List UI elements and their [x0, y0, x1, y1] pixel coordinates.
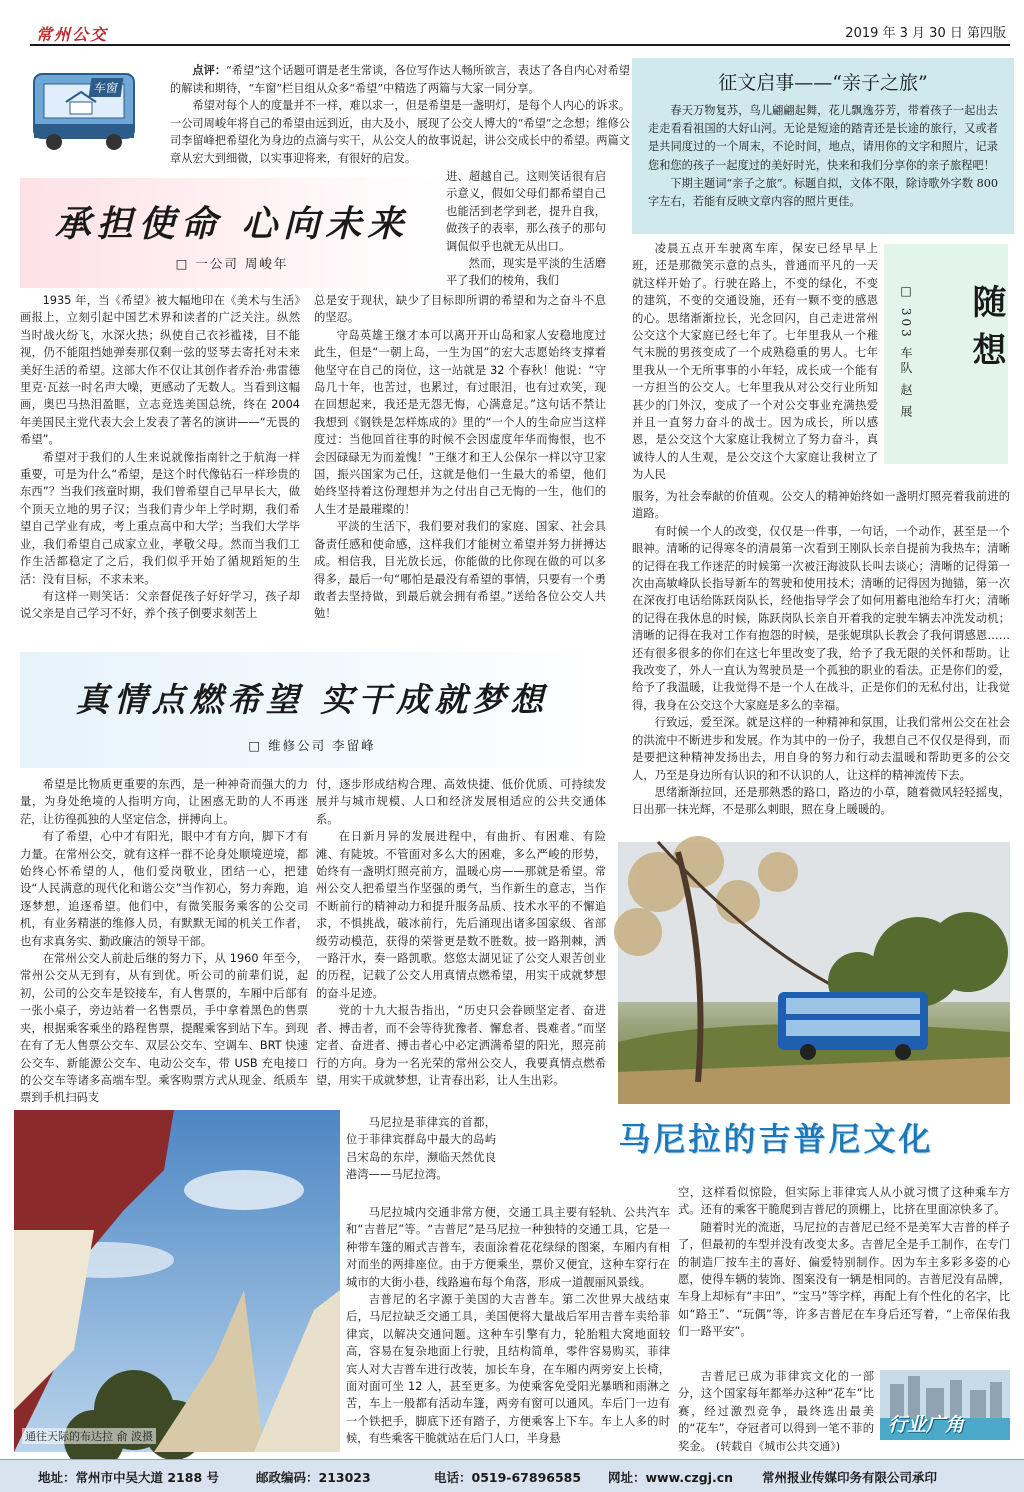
- article1-paragraph: 有这样一则笑话：父亲督促孩子好好学习，孩子却说父亲是自己学习不好，养个孩子倒要求刻苦上: [20, 589, 300, 621]
- commentary-text: [170, 62, 630, 168]
- manila-title: 马尼拉的吉普尼文化: [618, 1120, 934, 1158]
- suixiang-paragraph: 凌晨五点开车驶离车库，保安已经早早上班，还是那微笑示意的点头，普通而平凡的一天就这样开始了。行驶在路上，不变的绿化，不变的建筑，不变的交通设施，还有一颗不变的感恩的心。思绪渐渐拉长，光念回闪，自己走进常州公交这个大家庭已经七年了。七年里我从一个稚气未脱的男孩变成了一个成熟稳重的男人。七年里我从一个无所事事的小年轻，成长成一个能有一方担当的公交人。七年里我从对公交行业所知甚少的门外汉，变成了一个对公交事业充满热爱并且一直努力奋斗的战士。因为成长，所以感恩，是公交这个大家庭让我树立了努力奋斗，真诚待人的人生观，是公交这个大家庭让我树立了为人民: [632, 242, 878, 482]
- manila-source: (转载自《城市公共交通》): [716, 1440, 841, 1453]
- article1-author: □ 一公司 周峻年: [175, 256, 289, 271]
- suixiang-title-box: [884, 244, 1008, 464]
- footer-printer: 常州报业传媒印务有限公司承印: [762, 1470, 938, 1485]
- potala-photo: [14, 1110, 340, 1452]
- issue-date: 2019 年 3 月 30 日 第四版: [845, 26, 1006, 41]
- article1-paragraph: 进、超越自己。这则笑话很有启示意义，假如父母们都希望自己也能活到老学到老，提升自我，做孩子的表率，那么孩子的那句调侃似乎也就无从出口。: [446, 170, 606, 253]
- notice-title: 征文启事——“亲子之旅”: [718, 72, 928, 94]
- article1-title: 承担使命 心向未来: [54, 203, 410, 245]
- suixiang-title: 随想: [966, 284, 1006, 380]
- suixiang-author: □ 303 车队 赵 展: [899, 284, 913, 421]
- manila-paragraph: 马尼拉城内交通非常方便，交通工具主要有轻轨、公共汽车和“吉普尼”等。“吉普尼”是马尼拉一种独特的交通工具，它是一种带车篷的厢式吉普车，表面涂着花花绿绿的图案，车厢内有相对而坐的两排座位。由于方便乘坐，票价又便宜，这种车穿行在城市的大街小巷，线路遍布每个角落，形成一道靓丽风景线。: [346, 1206, 670, 1289]
- suixiang-paragraph: 思绪渐渐拉回，还是那熟悉的路口，路边的小草，随着微风轻轻摇曳，日出那一抹光辉，不是那么刺眼，照在身上暖暖的。: [632, 785, 1010, 817]
- article1-column-2: [314, 292, 606, 642]
- suixiang-column-top: [632, 240, 878, 490]
- notice-paragraph: 春天万物复苏，鸟儿翩翩起舞，花儿飘逸芬芳，带着孩子一起出去走走看看祖国的大好山河。无论是短途的踏青还是长途的旅行，又或者是共同度过的一个周末，不论时间，地点，请用你的文字和照片，记录您和您的孩子一起度过的美好时光，快来和我们分享你的亲子旅程吧！: [648, 104, 998, 172]
- suixiang-paragraph: 有时候一个人的改变，仅仅是一件事，一句话，一个动作，甚至是一个眼神。清晰的记得寒冬的清晨第一次看到王刚队长亲自提前为我热车；清晰的记得在我工作迷茫的时候第一次被汪海波队长叫去谈心；清晰的记得第一次由高敏峰队长指导新车的驾驶和使用技术；清晰的记得因为抛锚，第一次在深夜打电话给陈跃岗队长，经他指导学会了如何用蓄电池给车打火；清晰的记得在我休息的时候，陈跃岗队长亲自开着我的定驶车辆去冲洗发动机；清晰的记得在我对工作有抱怨的时候，是张妮琪队长教会了我何谓感恩……还有很多很多的你们在这七年里改变了我，给予了我无限的关怀和帮助。让我改变了，外人一直认为驾驶员是一个孤独的职业的看法。正是你们的爱，给予了我温暖，让我觉得不是一个人在战斗，正是你们的无私付出，让我觉得，我身在公交这个大家庭是多么的幸福。: [632, 524, 1010, 712]
- commentary-box: [20, 56, 632, 168]
- potala-caption: 通往天际的布达拉 俞 波摄: [22, 1428, 156, 1444]
- article1-paragraph: 总是安于现状，缺少了目标即所谓的希望和为之奋斗不息的坚忍。: [314, 294, 606, 325]
- manila-intro: [346, 1114, 496, 1204]
- article1-paragraph: 希望对于我们的人生来说就像指南针之于航海一样重要，可是为什么“希望，是这个时代像钻石一样珍贵的东西”？当我们孩童时期，我们曾希望自己早早长大，做个顶天立地的男子汉；当我们青少年上学时期，我们希望自己学业有成，考上重点高中和大学；当我们大学毕业，我们希望自己成家立业，孝敬父母。然而当我们工作生活都稳定了之后，我们似乎开始了循规蹈矩的生活：没有目标，不求未来。: [20, 450, 300, 586]
- commentary-label: 点评：: [192, 63, 227, 77]
- manila-paragraph: 吉普尼的名字源于美国的大吉普车。第二次世界大战结束后，马尼拉缺乏交通工具，美国便将大量战后军用吉普车卖给菲律宾，以解决交通问题。这种车引擎有力，轮胎粗大窝地面较高，容易在复杂地面上行驶，且结构简单，零件容易购买，菲律宾人对大吉普车进行改装，加长车身，在车厢内两旁安上长椅，面对面可坐 12 人，甚至更多。为使乘客免受阳光暴晒和雨淋之苦，车上一般都有活动车篷，两旁有窗可以通风。车后门一边有一个铁把手，脚底下还有踏子，方便乘客上下车。车上人多的时候，有些乘客干脆就站在后门人口，半身悬: [346, 1293, 670, 1446]
- article2-column-2: [316, 776, 606, 1106]
- article2-headline: [20, 652, 604, 768]
- manila-column-2: [678, 1184, 1010, 1368]
- bus-photo: [618, 842, 1010, 1104]
- suixiang-column: [632, 488, 1010, 836]
- footer-website: 网址：www.czgj.cn: [608, 1470, 734, 1485]
- bus-scene-image: [618, 842, 1010, 1104]
- article2-paragraph: 付，逐步形成结构合理、高效快捷、低价优质、可持续发展并与城市规模、人口和经济发展相适应的公共交通体系。: [316, 778, 606, 826]
- footer-phone: 电话：0519-67896585: [434, 1470, 582, 1485]
- potala-palace-image: [14, 1110, 340, 1452]
- article2-paragraph: 希望是比物质更重要的东西，是一种神奇而强大的力量，为身处绝境的人指明方向，让困惑无助的人不再迷茫，让彷徨孤独的人坚定信念，拼搏向上。: [20, 778, 308, 826]
- commentary-paragraph: “希望”这个话题可谓是老生常谈，各位写作达人畅所欲言，表达了各自内心对希望的解读和期待，“车窗”栏目组从众多“希望”中精选了两篇与大家一同分享。: [170, 64, 630, 95]
- manila-paragraph: 马尼拉是菲律宾的首都，位于菲律宾群岛中最大的岛屿吕宋岛的东岸，濒临天然优良港湾——马尼拉湾。: [346, 1116, 496, 1182]
- commentary-badge: 车窗: [89, 78, 124, 97]
- bus-window-icon: [26, 62, 156, 162]
- footer-postcode: 邮政编码：213023: [256, 1470, 371, 1485]
- industry-corner-graphic: [880, 1370, 1010, 1440]
- industry-corner-label: 行业广角: [888, 1414, 965, 1436]
- header-rule: [30, 44, 1010, 46]
- article2-title: 真情点燃希望 实干成就梦想: [75, 680, 549, 719]
- article1-paragraph: 1935 年，当《希望》被大幅地印在《美术与生活》画报上，立刻引起中国艺术界和读者的广泛关注。纵然当时战火纷飞，水深火热；纵使自己衣衫褴褛，目不能视，仍不能阻挡她弹奏那仅剩一弦的竖琴去寄托对未来美好生活的希望。这部大作不仅让其创作者乔治·弗雷德里克·瓦兹一时名声大噪，更感动了无数人。当看到这幅画，奥巴马热泪盈眶，立志竞选美国总统，终在 2004 年美国民主党代表大会上发表了著名的演讲——“无畏的希望”。: [20, 294, 300, 447]
- notice-body: [648, 102, 998, 211]
- article1-paragraph: 守岛英雄王继才本可以离开开山岛和家人安稳地度过此生，但是“一朝上岛，一生为国”的宏大志愿始终支撑着他坚守在自己的岗位，这一站就是 32 个春秋！他说：“守岛几十年，也苦过，也累过，有过眼泪，也有过欢笑，现在回想起来，我还是无怨无悔，心满意足。”这句话不禁让我想到《钢铁是怎样炼成的》里的“一个人的生命应当这样度过：当他回首往事的时候不会因虚度年华而悔恨，也不会因碌碌无为而羞愧！”王继才和王人公保尔一样以守卫家国，振兴国家为己任，这就是他们一生最大的希望，他们始终坚持着这份理想并为之付出自己无悔的一生，他们的人生才是最璀璨的！: [314, 328, 606, 516]
- footer-address: 地址：常州市中吴大道 2188 号: [38, 1470, 219, 1485]
- manila-paragraph: 吉普尼已成为菲律宾文化的一部分，这个国家每年都举办这种“花车”比赛，经过激烈竞争，最终选出最美的“花车”，夺冠者可以得到一笔不菲的奖金。: [678, 1370, 874, 1453]
- contest-notice: [632, 58, 1014, 234]
- article1-column-2-top: [446, 168, 606, 292]
- article2-paragraph: 党的十九大报告指出，“历史只会眷顾坚定者、奋进者、搏击者，而不会等待犹豫者、懈怠者、畏难者。”而坚定者、奋进者、搏击者心中必定洒满希望的阳光，照亮前行的方向。身为一名光荣的常州公交人，我要真情点燃希望，用实干成就梦想，让青春出彩，让人生出彩。: [316, 1004, 606, 1087]
- commentary-paragraph: 希望对每个人的度量并不一样，难以求一，但是希望是一盏明灯，是每个人内心的诉求。一公司周峻年将自己的希望由远到近，由大及小，展现了公交人博大的“希望”之念想；维修公司李留峰把希望化为身边的点滴与实干，从公交人的故事说起，讲公交成长中的希望。两篇文章从宏大到细微，以实事迎将来，有很好的启发。: [170, 99, 630, 165]
- article2-column-1: [20, 776, 308, 1106]
- manila-column-1: [346, 1204, 670, 1456]
- manila-paragraph: 随着时光的流逝，马尼拉的吉普尼已经不是美军大吉普的样子了，但最初的车型并没有改变太多。吉普尼全是手工制作，在专门的制造厂按车主的喜好、偏爱特别制作。因为车主多彩多姿的心愿，使得车辆的装饰、图案没有一辆是相同的。吉普尼没有品牌，车身上却标有“丰田”、“宝马”等字样，再配上有个性化的名字，比如“路王”、“玩偶”等，许多吉普尼在车身后还写着，“上帝保佑我们一路平安”。: [678, 1220, 1010, 1339]
- article1-paragraph: 然而，现实是平淡的生活磨平了我们的棱角，我们: [446, 257, 606, 288]
- article1-headline: [20, 178, 444, 288]
- article2-author: □ 维修公司 李留峰: [248, 738, 376, 753]
- suixiang-paragraph: 服务，为社会奉献的价值观。公交人的精神始终如一盏明灯照亮着我前进的道路。: [632, 490, 1010, 521]
- suixiang-paragraph: 行致远，爱至深。就是这样的一种精神和氛围，让我们常州公交在社会的洪流中不断进步和发展。作为其中的一份子，我想自己不仅仅是得到，而是要把这种精神发扬出去，用自身的努力和行动去温暖和帮助更多的公交人，乃至是身边所有认识的和不认识的人，让这样的精神流传下去。: [632, 716, 1010, 782]
- article1-paragraph: 平淡的生活下，我们要对我们的家庭、国家、社会具备责任感和使命感，这样我们才能树立希望并努力拼搏达成。相信我，目光放长远，你能做的比你现在做的可以多得多，最后一句“哪怕是最没有希望的事情，只要有一个勇敢者去坚持做，到最后就会拥有希望。”送给各位公交人共勉！: [314, 520, 606, 621]
- paper-name: 常州公交: [36, 25, 109, 44]
- manila-paragraph: 空，这样看似惊险，但实际上菲律宾人从小就习惯了这种乘车方式。还有的乘客干脆爬到吉普尼的顶棚上，比挤在里面凉快多了。: [678, 1186, 1010, 1217]
- footer-bar: [0, 1459, 1024, 1492]
- notice-paragraph: 下期主题词“亲子之旅”。标题自拟，文体不限，除诗歌外字数 800 字左右，若能有反映文章内容的照片更佳。: [648, 176, 998, 209]
- article2-paragraph: 有了希望，心中才有阳光，眼中才有方向，脚下才有力量。在常州公交，就有这样一群不论身处顺境逆境，都始终心怀希望的人，他们爱岗敬业，团结一心，把建设“人民满意的现代化和谐公交”当作初心，努力奔跑，追逐梦想，追逐希望。他们中，有微笑服务乘客的公交司机，有业务精湛的维修人员，有默默无闻的机关工作者，也有求真务实、勤政廉洁的领导干部。: [20, 830, 308, 948]
- article1-column-1: [20, 292, 300, 642]
- article2-paragraph: 在日新月异的发展进程中，有曲折、有困难、有险滩、有陡坡。不管面对多么大的困难，多么严峻的形势，始终有一盏明灯照亮前方，温暖心房——那就是希望。常州公交人把希望当作坚强的勇气，当作新生的意志，当作不断前行的精神动力和提升服务品质、技术水平的不懈追求，不惧挑战，破冰前行，先后涌现出诸多国家级、省部级劳动模范，获得的荣誉更是数不胜数。披一路荆棘，洒一路汗水，奏一路凯歌。悠悠太湖见证了公交人艰苦创业的历程，记载了公交人用真情点燃希望，用实干成就梦想的奋斗足迹。: [316, 830, 606, 1000]
- article2-paragraph: 在常州公交人前赴后继的努力下，从 1960 年至今，常州公交从无到有，从有到优。听公司的前辈们说，起初，公司的公交车是铰接车，有人售票的，车厢中后部有一张小桌子，旁边站着一名售票员，手中拿着黑色的售票夹，根据乘客乘坐的路程售票，提醒乘客到站下车。到现在有了无人售票公交车、双层公交车、空调车、BRT 快速公交车、新能源公交车、电动公交车，带 USB 充电接口的公交车等诸多高端车型。乘客购票方式从现金、纸质车票到手机扫码支: [20, 952, 308, 1105]
